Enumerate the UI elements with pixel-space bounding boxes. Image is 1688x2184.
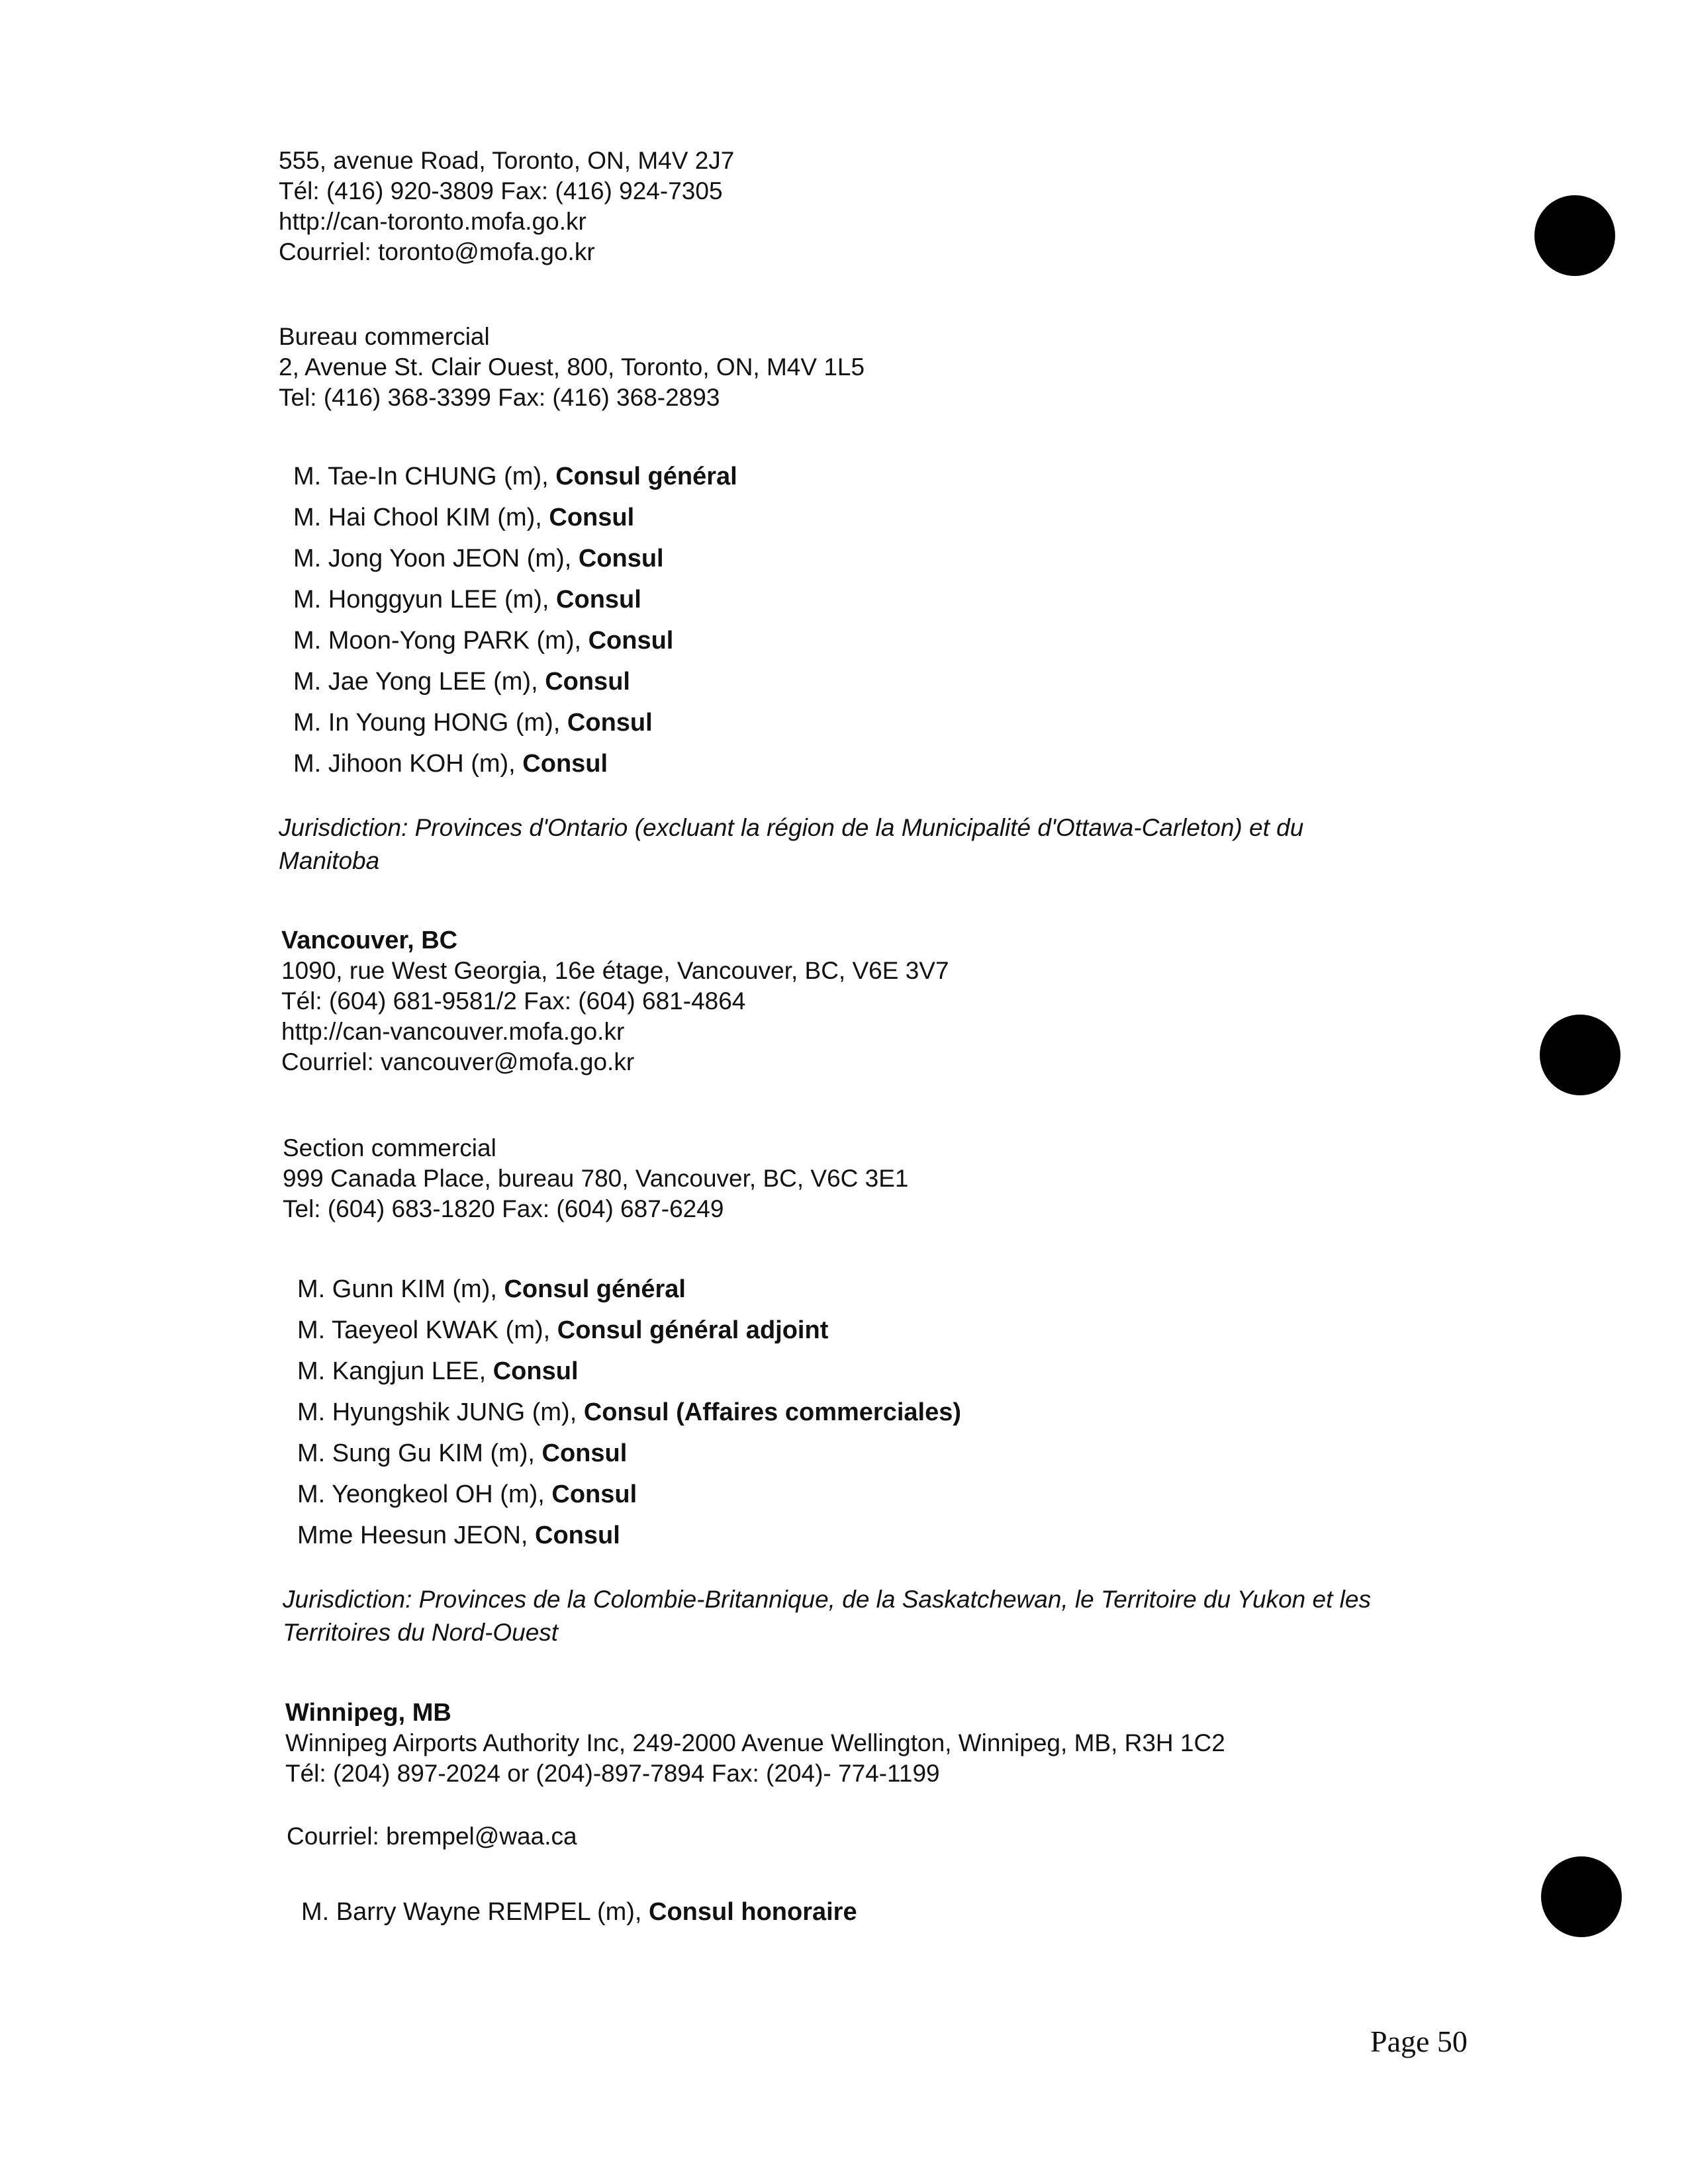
toronto-commercial-office xyxy=(279,322,865,413)
staff-title: Consul xyxy=(535,1522,620,1549)
staff-name: M. Sung Gu KIM (m), xyxy=(297,1439,542,1467)
staff-name: M. Taeyeol KWAK (m), xyxy=(297,1316,557,1344)
vancouver-commercial-phone: Tel: (604) 683-1820 Fax: (604) 687-6249 xyxy=(283,1195,724,1222)
list-item xyxy=(293,579,737,620)
winnipeg-email-block xyxy=(287,1821,577,1852)
staff-title: Consul général adjoint xyxy=(557,1316,829,1344)
list-item xyxy=(297,1392,961,1433)
staff-title: Consul xyxy=(522,750,608,778)
staff-name: M. Gunn KIM (m), xyxy=(297,1275,504,1303)
list-item xyxy=(293,538,737,579)
toronto-address: 555, avenue Road, Toronto, ON, M4V 2J7 xyxy=(279,147,735,174)
vancouver-address: 1090, rue West Georgia, 16e étage, Vancouver, BC, V6E 3V7 xyxy=(281,957,949,984)
list-item xyxy=(297,1515,961,1556)
staff-name: Mme Heesun JEON, xyxy=(297,1522,535,1549)
vancouver-email: Courriel: vancouver@mofa.go.kr xyxy=(281,1048,635,1075)
toronto-email: Courriel: toronto@mofa.go.kr xyxy=(279,238,595,265)
vancouver-staff-list xyxy=(297,1269,961,1556)
staff-title: Consul général xyxy=(504,1275,686,1303)
punch-hole xyxy=(1540,1015,1620,1095)
vancouver-commercial-label: Section commercial xyxy=(283,1134,496,1161)
list-item xyxy=(293,620,737,661)
toronto-contact xyxy=(279,146,734,267)
list-item xyxy=(301,1891,857,1933)
staff-title: Consul xyxy=(492,1357,579,1385)
toronto-commercial-address: 2, Avenue St. Clair Ouest, 800, Toronto, ON, M4V 1L5 xyxy=(279,353,865,381)
staff-name: M. Jihoon KOH (m), xyxy=(293,750,523,778)
winnipeg-contact xyxy=(285,1698,1225,1789)
staff-title: Consul xyxy=(567,709,653,737)
staff-title: Consul xyxy=(549,504,635,531)
winnipeg-phone: Tél: (204) 897-2024 or (204)-897-7894 Fax: (204)- 774-1199 xyxy=(285,1760,940,1787)
winnipeg-email: Courriel: brempel@waa.ca xyxy=(287,1823,577,1850)
list-item xyxy=(293,661,737,702)
page-number: Page 50 xyxy=(1370,2025,1468,2058)
staff-name: M. Honggyun LEE (m), xyxy=(293,586,557,614)
staff-name: M. Jong Yoon JEON (m), xyxy=(293,545,579,572)
list-item xyxy=(293,497,737,538)
toronto-commercial-label: Bureau commercial xyxy=(279,323,490,350)
staff-title: Consul xyxy=(578,545,664,572)
list-item xyxy=(297,1474,961,1515)
staff-name: M. Hai Chool KIM (m), xyxy=(293,504,549,531)
winnipeg-staff-list xyxy=(301,1891,857,1933)
staff-title: Consul xyxy=(556,586,641,614)
staff-name: M. Kangjun LEE, xyxy=(297,1357,493,1385)
list-item xyxy=(297,1310,961,1351)
toronto-commercial-phone: Tel: (416) 368-3399 Fax: (416) 368-2893 xyxy=(279,384,720,411)
vancouver-contact xyxy=(281,925,949,1077)
toronto-staff-list xyxy=(293,456,737,784)
winnipeg-heading: Winnipeg, MB xyxy=(285,1699,451,1727)
list-item xyxy=(297,1269,961,1310)
staff-name: M. Yeongkeol OH (m), xyxy=(297,1480,552,1508)
vancouver-heading: Vancouver, BC xyxy=(281,927,458,954)
toronto-jurisdiction: Jurisdiction: Provinces d'Ontario (excluant la région de la Municipalité d'Ottawa-Carleton) et du Manitoba xyxy=(279,814,1304,874)
staff-name: M. Hyungshik JUNG (m), xyxy=(297,1398,584,1426)
vancouver-commercial-section xyxy=(283,1133,909,1224)
vancouver-phone: Tél: (604) 681-9581/2 Fax: (604) 681-4864 xyxy=(281,987,746,1015)
list-item xyxy=(297,1433,961,1474)
staff-title: Consul (Affaires commerciales) xyxy=(583,1398,962,1426)
staff-name: M. Barry Wayne REMPEL (m), xyxy=(301,1898,649,1926)
punch-hole xyxy=(1534,195,1615,276)
staff-title: Consul xyxy=(551,1480,637,1508)
list-item xyxy=(297,1351,961,1392)
staff-name: M. In Young HONG (m), xyxy=(293,709,567,737)
vancouver-website: http://can-vancouver.mofa.go.kr xyxy=(281,1018,625,1045)
staff-title: Consul xyxy=(545,668,630,696)
punch-hole xyxy=(1541,1856,1622,1937)
staff-title: Consul général xyxy=(555,463,737,490)
staff-title: Consul honoraire xyxy=(649,1898,857,1926)
list-item xyxy=(293,743,737,784)
staff-name: M. Moon-Yong PARK (m), xyxy=(293,627,588,655)
toronto-website: http://can-toronto.mofa.go.kr xyxy=(279,208,586,235)
staff-title: Consul xyxy=(588,627,674,655)
staff-name: M. Jae Yong LEE (m), xyxy=(293,668,545,696)
staff-title: Consul xyxy=(541,1439,628,1467)
vancouver-commercial-address: 999 Canada Place, bureau 780, Vancouver, BC, V6C 3E1 xyxy=(283,1165,909,1192)
list-item xyxy=(293,702,737,743)
winnipeg-address: Winnipeg Airports Authority Inc, 249-2000 Avenue Wellington, Winnipeg, MB, R3H 1C2 xyxy=(285,1729,1225,1756)
vancouver-jurisdiction: Jurisdiction: Provinces de la Colombie-Britannique, de la Saskatchewan, le Territoire du Yukon et les Territoires du Nord-Ouest xyxy=(283,1586,1371,1646)
staff-name: M. Tae-In CHUNG (m), xyxy=(293,463,556,490)
list-item xyxy=(293,456,737,497)
toronto-phone: Tél: (416) 920-3809 Fax: (416) 924-7305 xyxy=(279,177,723,205)
